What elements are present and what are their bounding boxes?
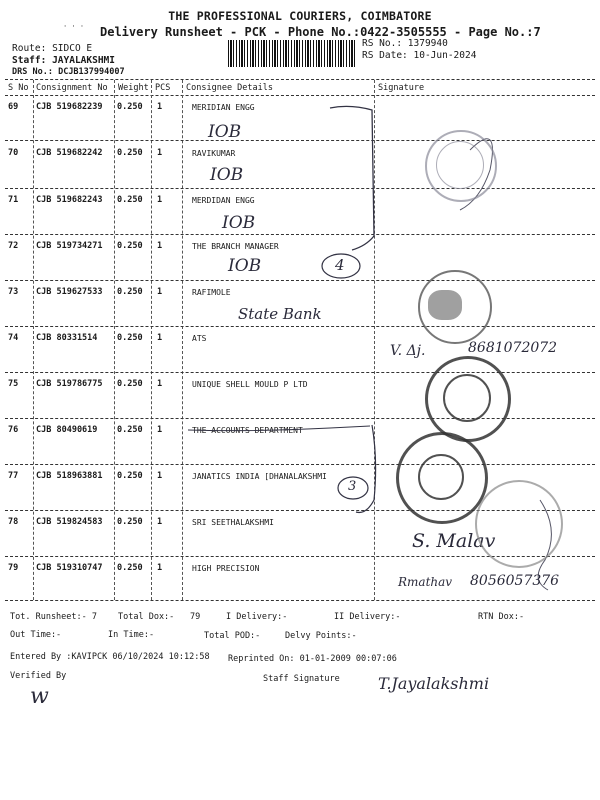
row-consignee: HIGH PRECISION xyxy=(192,564,260,573)
in-time: In Time:- xyxy=(108,630,155,640)
row-sno: 77 xyxy=(8,471,19,481)
total-pod: Total POD:- xyxy=(204,631,261,641)
handwriting-iob: IOB xyxy=(222,213,256,233)
bracket-mark xyxy=(356,425,376,513)
handwriting-iob: IOB xyxy=(210,165,244,185)
row-sno: 78 xyxy=(8,517,19,527)
runsheet-subtitle: Delivery Runsheet - PCK - Phone No.:0422-3505555 - Page No.:7 xyxy=(100,25,541,39)
row-sno: 79 xyxy=(8,563,19,573)
row-pcs: 1 xyxy=(157,471,163,481)
row-weight: 0.250 xyxy=(117,195,143,205)
row-weight: 0.250 xyxy=(117,148,143,158)
col-signature: Signature xyxy=(378,83,425,93)
row-consignment: CJB 519824583 xyxy=(36,517,103,527)
handwriting-state-bank: State Bank xyxy=(238,305,322,323)
row-consignment: CJB 518963881 xyxy=(36,471,103,481)
row-sno: 71 xyxy=(8,195,19,205)
handwriting-iob: IOB xyxy=(208,122,242,142)
route-label: Route: xyxy=(12,43,47,54)
total-dox-value: 79 xyxy=(190,612,201,622)
row-consignee: SRI SEETHALAKSHMI xyxy=(192,518,274,527)
row-weight: 0.250 xyxy=(117,425,143,435)
row-consignee: UNIQUE SHELL MOULD P LTD xyxy=(192,380,308,389)
handwriting-signature: S. Malav xyxy=(412,530,496,552)
col-consignee: Consignee Details xyxy=(186,83,273,93)
row-sno: 73 xyxy=(8,287,19,297)
route-value: SIDCO E xyxy=(52,43,93,54)
row-pcs: 1 xyxy=(157,379,163,389)
rtn-dox: RTN Dox:- xyxy=(478,612,525,622)
row-consignment: CJB 519627533 xyxy=(36,287,103,297)
handwriting-signature: T.Jayalakshmi xyxy=(378,674,490,693)
row-pcs: 1 xyxy=(157,333,163,343)
row-weight: 0.250 xyxy=(117,563,143,573)
row-consignee: THE ACCOUNTS DEPARTMENT xyxy=(192,426,303,435)
row-pcs: 1 xyxy=(157,148,163,158)
row-consignment: CJB 80490619 xyxy=(36,425,98,435)
row-consignment: CJB 519310747 xyxy=(36,563,103,573)
company-title: THE PROFESSIONAL COURIERS, COIMBATORE xyxy=(168,9,432,23)
row-consignee: RAFIMOLE xyxy=(192,288,231,297)
row-consignee: MERDIDAN ENGG xyxy=(192,196,255,205)
row-consignment: CJB 519682239 xyxy=(36,102,103,112)
entered-by: Entered By :KAVIPCK 06/10/2024 10:12:58 xyxy=(10,652,210,662)
row-sno: 72 xyxy=(8,241,19,251)
i-delivery: I Delivery:- xyxy=(226,612,288,622)
row-sno: 70 xyxy=(8,148,19,158)
col-sno: S No xyxy=(8,83,29,93)
row-pcs: 1 xyxy=(157,241,163,251)
total-dox-label: Total Dox:- xyxy=(118,612,175,622)
row-pcs: 1 xyxy=(157,195,163,205)
row-weight: 0.250 xyxy=(117,241,143,251)
row-pcs: 1 xyxy=(157,102,163,112)
handwriting-phone: 8681072072 xyxy=(468,340,558,356)
company-stamp-inner xyxy=(418,454,464,500)
rs-date-value: 10-Jun-2024 xyxy=(413,50,477,61)
handwriting-circled-number: 3 xyxy=(348,479,357,494)
staff-value: JAYALAKSHMI xyxy=(52,55,115,66)
row-consignment: CJB 80331514 xyxy=(36,333,98,343)
handwriting-signature: w xyxy=(30,684,49,709)
row-consignment: CJB 519682243 xyxy=(36,195,103,205)
drs-value: DCJB137994007 xyxy=(58,67,125,77)
sbi-logo xyxy=(428,290,462,320)
row-consignment: CJB 519786775 xyxy=(36,379,103,389)
handwriting-signature: Rmathav xyxy=(398,575,453,589)
out-time: Out Time:- xyxy=(10,630,62,640)
row-weight: 0.250 xyxy=(117,333,143,343)
row-sno: 76 xyxy=(8,425,19,435)
rs-no-value: 1379940 xyxy=(407,38,448,49)
row-consignment: CJB 519682242 xyxy=(36,148,103,158)
reprinted-on: Reprinted On: 01-01-2009 00:07:06 xyxy=(228,654,397,664)
staff-label: Staff: xyxy=(12,55,47,66)
row-consignment: CJB 519734271 xyxy=(36,241,103,251)
handwriting-phone: 8056057376 xyxy=(470,573,560,589)
row-sno: 75 xyxy=(8,379,19,389)
row-consignee: MERIDIAN ENGG xyxy=(192,103,255,112)
bracket-mark xyxy=(330,106,374,250)
col-weight: Weight xyxy=(118,83,149,93)
handwriting-iob: IOB xyxy=(228,256,262,276)
row-weight: 0.250 xyxy=(117,517,143,527)
handwriting-signature: V. Δj. xyxy=(390,343,426,359)
staff-signature-label: Staff Signature xyxy=(263,674,340,684)
row-weight: 0.250 xyxy=(117,102,143,112)
row-weight: 0.250 xyxy=(117,287,143,297)
col-pcs: PCS xyxy=(155,83,171,93)
row-consignee: THE BRANCH MANAGER xyxy=(192,242,279,251)
rs-date-label: RS Date: xyxy=(362,50,408,61)
col-consignment: Consignment No xyxy=(36,83,108,93)
delvy-points: Delvy Points:- xyxy=(285,631,357,641)
drs-label: DRS No.: xyxy=(12,67,53,77)
row-sno: 69 xyxy=(8,102,19,112)
row-pcs: 1 xyxy=(157,425,163,435)
company-stamp-inner xyxy=(443,374,491,422)
row-weight: 0.250 xyxy=(117,379,143,389)
tot-runsheet: Tot. Runsheet:- 7 xyxy=(10,612,97,622)
row-consignee: ATS xyxy=(192,334,207,343)
row-consignee: RAVIKUMAR xyxy=(192,149,236,158)
row-weight: 0.250 xyxy=(117,471,143,481)
row-pcs: 1 xyxy=(157,287,163,297)
bank-stamp-inner xyxy=(436,141,484,189)
verified-by-label: Verified By xyxy=(10,671,67,681)
company-stamp xyxy=(475,480,563,568)
rs-no-label: RS No.: xyxy=(362,38,403,49)
row-pcs: 1 xyxy=(157,563,163,573)
row-pcs: 1 xyxy=(157,517,163,527)
row-sno: 74 xyxy=(8,333,19,343)
ii-delivery: II Delivery:- xyxy=(334,612,401,622)
row-consignee: JANATICS INDIA [DHANALAKSHMI xyxy=(192,472,327,481)
line-mark xyxy=(188,426,370,431)
handwriting-circled-number: 4 xyxy=(335,256,345,274)
print-marks: ' ' ' xyxy=(63,24,85,32)
